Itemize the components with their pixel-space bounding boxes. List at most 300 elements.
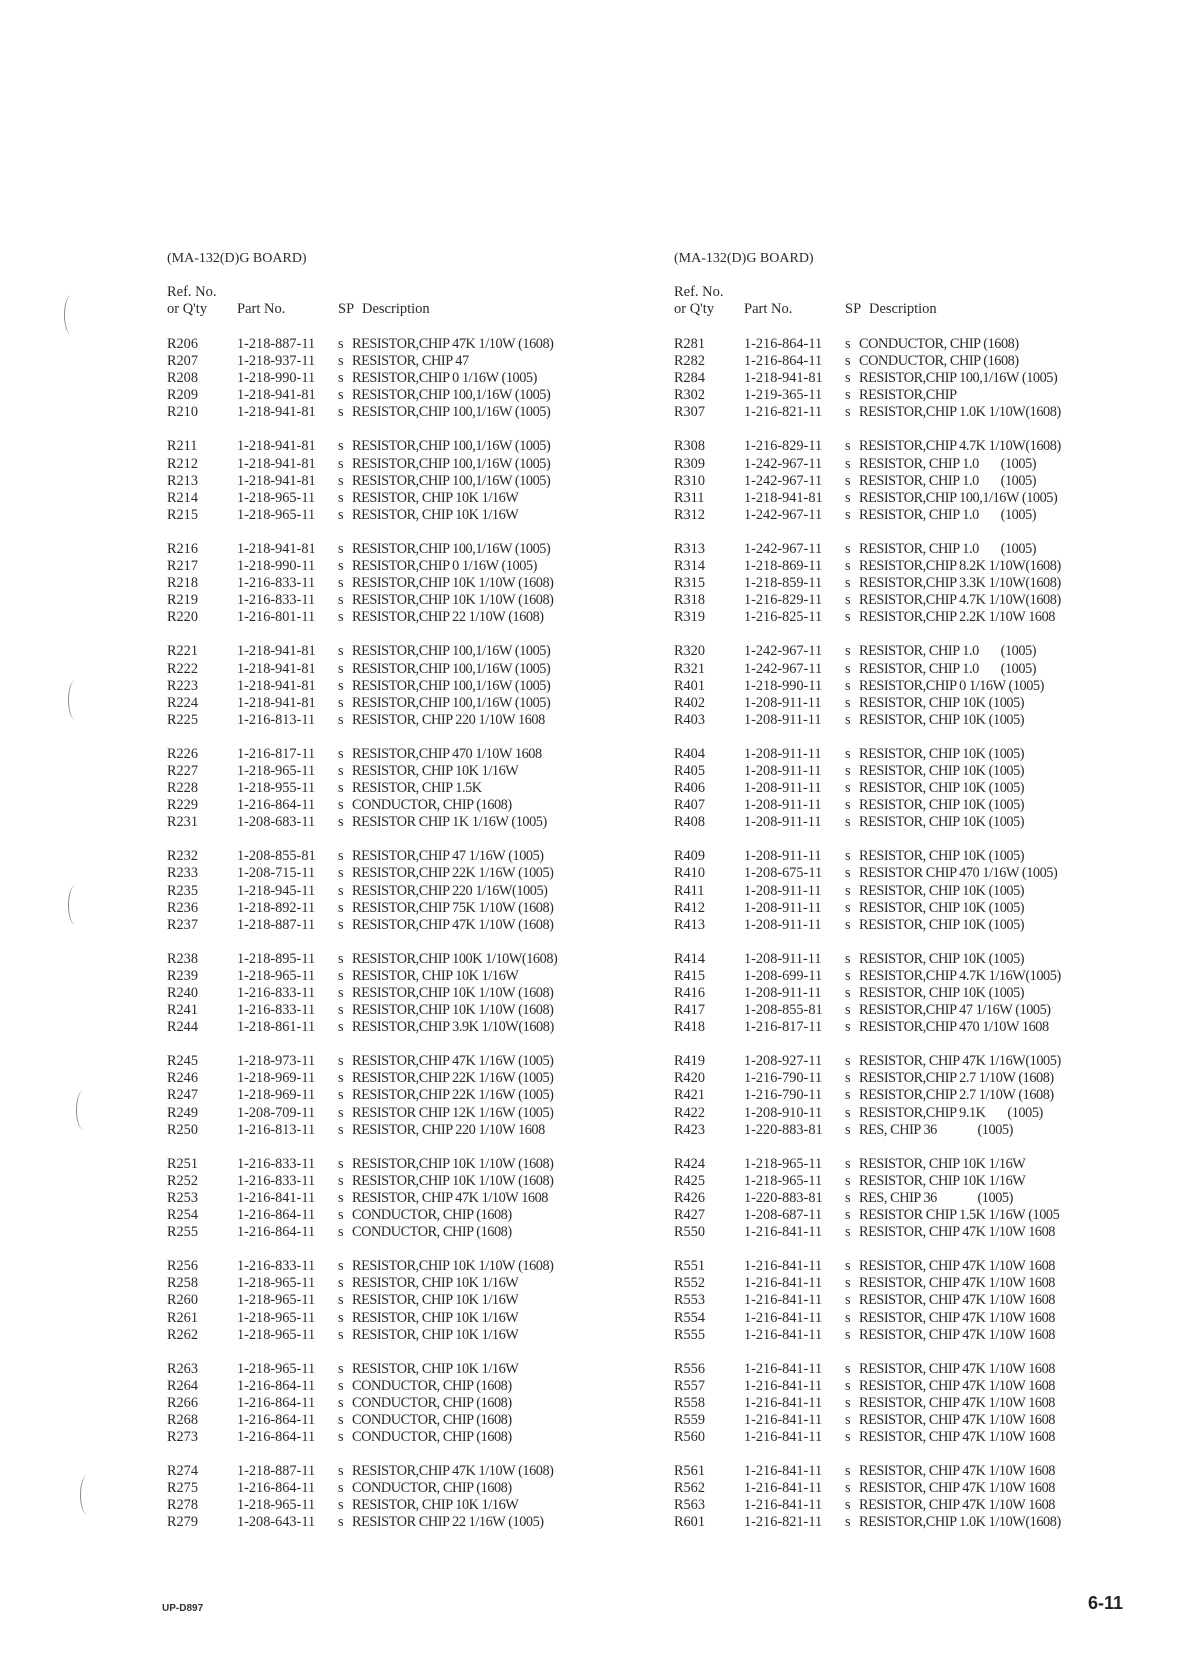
part-number: 1-216-790-11 bbox=[744, 1087, 823, 1104]
sp-code: s bbox=[845, 1480, 851, 1497]
part-row bbox=[167, 1173, 687, 1190]
part-number: 1-218-969-11 bbox=[237, 1070, 316, 1087]
part-description: RESISTOR, CHIP 47K 1/10W 1608 bbox=[352, 1189, 548, 1206]
part-description: RESISTOR CHIP 1.5K 1/16W (1005 bbox=[859, 1207, 1060, 1224]
part-row bbox=[167, 1122, 687, 1139]
sp-code: s bbox=[338, 797, 344, 814]
sp-code: s bbox=[338, 1155, 344, 1172]
ref-number: R418 bbox=[674, 1019, 705, 1036]
part-row bbox=[167, 678, 687, 695]
ref-number: R415 bbox=[674, 967, 705, 984]
sp-code: s bbox=[845, 575, 851, 592]
part-description: RESISTOR,CHIP 47K 1/10W (1608) bbox=[352, 916, 554, 933]
ref-number: R261 bbox=[167, 1309, 198, 1326]
part-row bbox=[674, 1156, 1179, 1173]
part-group bbox=[167, 746, 687, 831]
sp-code: s bbox=[845, 592, 851, 609]
ref-number: R309 bbox=[674, 455, 705, 472]
sp-code: s bbox=[845, 1070, 851, 1087]
part-description: RESISTOR, CHIP 10K 1/16W bbox=[352, 489, 519, 506]
part-description: RESISTOR,CHIP 47K 1/10W (1608) bbox=[352, 336, 554, 352]
part-description: RESISTOR,CHIP 100,1/16W (1005) bbox=[352, 540, 551, 557]
sp-code: s bbox=[845, 711, 851, 728]
part-row bbox=[674, 1292, 1179, 1309]
part-number: 1-218-965-11 bbox=[237, 1326, 316, 1343]
ref-number: R405 bbox=[674, 762, 705, 779]
part-number: 1-218-965-11 bbox=[237, 1497, 316, 1514]
part-row bbox=[674, 763, 1179, 780]
part-description: RESISTOR,CHIP 10K 1/10W (1608) bbox=[352, 575, 554, 592]
ref-number: R423 bbox=[674, 1121, 705, 1138]
sp-header: SP bbox=[845, 301, 862, 317]
ref-number: R282 bbox=[674, 353, 705, 370]
sp-code: s bbox=[338, 1087, 344, 1104]
part-number: 1-216-833-11 bbox=[237, 1172, 316, 1189]
part-number: 1-218-965-11 bbox=[744, 1172, 823, 1189]
sp-code: s bbox=[338, 558, 344, 575]
part-group bbox=[167, 643, 687, 728]
part-description: RESISTOR,CHIP 0 1/16W (1005) bbox=[859, 677, 1044, 694]
ref-number: R227 bbox=[167, 762, 198, 779]
part-description: RESISTOR, CHIP 47K 1/10W 1608 bbox=[859, 1394, 1055, 1411]
part-row bbox=[167, 490, 687, 507]
part-description: RESISTOR,CHIP 47K 1/10W (1608) bbox=[352, 1463, 554, 1480]
part-description: RESISTOR,CHIP 100,1/16W (1005) bbox=[352, 387, 551, 404]
sp-code: s bbox=[845, 762, 851, 779]
part-number: 1-216-864-11 bbox=[744, 353, 823, 370]
sp-code: s bbox=[338, 353, 344, 370]
sp-code: s bbox=[845, 1172, 851, 1189]
sp-code: s bbox=[845, 336, 851, 352]
sp-code: s bbox=[338, 694, 344, 711]
part-row bbox=[674, 695, 1179, 712]
part-description: RES, CHIP 36 (1005) bbox=[859, 1121, 1013, 1138]
sp-code: s bbox=[845, 1514, 851, 1531]
part-description: RESISTOR,CHIP 3.9K 1/10W(1608) bbox=[352, 1019, 554, 1036]
sp-code: s bbox=[338, 1309, 344, 1326]
part-number: 1-208-855-81 bbox=[744, 1002, 823, 1019]
sp-code: s bbox=[338, 1224, 344, 1241]
part-row bbox=[167, 370, 687, 387]
sp-code: s bbox=[845, 1377, 851, 1394]
part-description: RESISTOR,CHIP 10K 1/10W (1608) bbox=[352, 592, 554, 609]
ref-number: R422 bbox=[674, 1104, 705, 1121]
ref-number: R319 bbox=[674, 609, 705, 626]
sp-code: s bbox=[338, 1019, 344, 1036]
part-number: 1-216-813-11 bbox=[237, 1121, 316, 1138]
part-number: 1-216-841-11 bbox=[744, 1429, 823, 1446]
part-description: RESISTOR, CHIP 220 1/10W 1608 bbox=[352, 711, 545, 728]
part-number: 1-216-833-11 bbox=[237, 1258, 316, 1275]
part-row bbox=[167, 1395, 687, 1412]
part-row bbox=[674, 1258, 1179, 1275]
sp-code: s bbox=[845, 438, 851, 455]
sp-code: s bbox=[338, 592, 344, 609]
part-number: 1-218-990-11 bbox=[237, 370, 316, 387]
part-number: 1-218-965-11 bbox=[744, 1155, 823, 1172]
part-description: RESISTOR,CHIP 22K 1/16W (1005) bbox=[352, 1070, 554, 1087]
part-description: RESISTOR, CHIP 10K 1/16W bbox=[352, 967, 519, 984]
ref-number: R601 bbox=[674, 1514, 705, 1531]
part-row bbox=[674, 968, 1179, 985]
part-number: 1-218-887-11 bbox=[237, 1463, 316, 1480]
part-description: RESISTOR, CHIP 47K 1/10W 1608 bbox=[859, 1292, 1055, 1309]
sp-code: s bbox=[845, 489, 851, 506]
sp-code: s bbox=[338, 1207, 344, 1224]
sp-code: s bbox=[845, 1224, 851, 1241]
ref-number: R562 bbox=[674, 1480, 705, 1497]
part-number: 1-208-911-11 bbox=[744, 814, 822, 831]
punch-hole-mark bbox=[68, 885, 83, 925]
part-description: RESISTOR,CHIP 22K 1/16W (1005) bbox=[352, 1087, 554, 1104]
part-row bbox=[674, 797, 1179, 814]
part-number: 1-216-841-11 bbox=[744, 1497, 823, 1514]
part-row bbox=[167, 661, 687, 678]
ref-number: R557 bbox=[674, 1377, 705, 1394]
part-row bbox=[674, 1412, 1179, 1429]
part-row bbox=[674, 1019, 1179, 1036]
part-number: 1-216-841-11 bbox=[744, 1258, 823, 1275]
part-row bbox=[674, 1173, 1179, 1190]
ref-number: R552 bbox=[674, 1275, 705, 1292]
part-description: RESISTOR,CHIP 100,1/16W (1005) bbox=[352, 404, 551, 421]
punch-hole-mark bbox=[80, 1475, 95, 1515]
part-number: 1-208-709-11 bbox=[237, 1104, 316, 1121]
sp-code: s bbox=[338, 899, 344, 916]
part-number: 1-216-829-11 bbox=[744, 592, 823, 609]
part-description: RESISTOR,CHIP 47 1/16W (1005) bbox=[352, 848, 544, 865]
part-row bbox=[674, 1378, 1179, 1395]
sp-code: s bbox=[845, 899, 851, 916]
punch-hole-mark bbox=[76, 1090, 91, 1130]
part-row bbox=[674, 438, 1179, 455]
sp-code: s bbox=[845, 472, 851, 489]
ref-number: R408 bbox=[674, 814, 705, 831]
part-row bbox=[674, 1463, 1179, 1480]
part-row bbox=[674, 661, 1179, 678]
part-group bbox=[674, 848, 1179, 933]
part-description: RESISTOR,CHIP 2.2K 1/10W 1608 bbox=[859, 609, 1055, 626]
part-number: 1-218-941-81 bbox=[744, 489, 823, 506]
part-number: 1-208-911-11 bbox=[744, 848, 822, 865]
board-title: (MA-132(D)G BOARD) bbox=[674, 251, 814, 266]
ref-number: R561 bbox=[674, 1463, 705, 1480]
part-number: 1-216-801-11 bbox=[237, 609, 316, 626]
part-number: 1-216-841-11 bbox=[744, 1480, 823, 1497]
part-number: 1-208-855-81 bbox=[237, 848, 316, 865]
part-row bbox=[674, 609, 1179, 626]
part-row bbox=[167, 746, 687, 763]
ref-number: R264 bbox=[167, 1377, 198, 1394]
ref-number: R220 bbox=[167, 609, 198, 626]
part-row bbox=[674, 490, 1179, 507]
ref-number: R211 bbox=[167, 438, 198, 455]
part-row bbox=[167, 1378, 687, 1395]
part-description: CONDUCTOR, CHIP (1608) bbox=[352, 1394, 512, 1411]
part-description: RESISTOR,CHIP 100,1/16W (1005) bbox=[352, 660, 551, 677]
ref-number: R266 bbox=[167, 1394, 198, 1411]
sp-code: s bbox=[845, 848, 851, 865]
sp-code: s bbox=[338, 1002, 344, 1019]
left-column bbox=[167, 250, 687, 1549]
part-row bbox=[674, 712, 1179, 729]
part-description: RESISTOR, CHIP 47K 1/10W 1608 bbox=[859, 1326, 1055, 1343]
ref-number: R228 bbox=[167, 780, 198, 797]
ref-number: R235 bbox=[167, 882, 198, 899]
sp-code: s bbox=[338, 985, 344, 1001]
part-description: RESISTOR, CHIP 10K 1/16W bbox=[352, 762, 519, 779]
ref-number: R233 bbox=[167, 865, 198, 882]
ref-number: R424 bbox=[674, 1155, 705, 1172]
part-description: RESISTOR, CHIP 1.0 (1005) bbox=[859, 540, 1037, 557]
part-description: RESISTOR, CHIP 10K (1005) bbox=[859, 950, 1025, 967]
ref-number: R214 bbox=[167, 489, 198, 506]
part-number: 1-216-790-11 bbox=[744, 1070, 823, 1087]
part-description: RESISTOR,CHIP 100,1/16W (1005) bbox=[352, 694, 551, 711]
sp-code: s bbox=[338, 1053, 344, 1070]
sp-code: s bbox=[845, 506, 851, 523]
part-description: RESISTOR,CHIP 10K 1/10W (1608) bbox=[352, 1155, 554, 1172]
part-number: 1-216-864-11 bbox=[237, 1429, 316, 1446]
part-header: Part No. bbox=[744, 301, 793, 317]
part-row bbox=[167, 848, 687, 865]
part-group bbox=[674, 643, 1179, 728]
ref-number: R256 bbox=[167, 1258, 198, 1275]
ref-number: R410 bbox=[674, 865, 705, 882]
part-description: RESISTOR, CHIP 10K (1005) bbox=[859, 780, 1025, 797]
part-row bbox=[167, 1087, 687, 1104]
part-row bbox=[167, 456, 687, 473]
part-description: RES, CHIP 36 (1005) bbox=[859, 1189, 1013, 1206]
sp-code: s bbox=[845, 694, 851, 711]
part-description: RESISTOR,CHIP 100,1/16W (1005) bbox=[352, 677, 551, 694]
part-number: 1-218-941-81 bbox=[744, 370, 823, 387]
part-group bbox=[167, 336, 687, 421]
ref-number: R558 bbox=[674, 1394, 705, 1411]
ref-number: R426 bbox=[674, 1189, 705, 1206]
part-number: 1-218-965-11 bbox=[237, 1292, 316, 1309]
part-description: RESISTOR, CHIP 10K (1005) bbox=[859, 882, 1025, 899]
sp-code: s bbox=[338, 506, 344, 523]
ref-number: R412 bbox=[674, 899, 705, 916]
part-number: 1-216-841-11 bbox=[744, 1463, 823, 1480]
ref-number: R555 bbox=[674, 1326, 705, 1343]
part-description: RESISTOR, CHIP 47K 1/10W 1608 bbox=[859, 1224, 1055, 1241]
part-number: 1-218-941-81 bbox=[237, 643, 316, 660]
ref-number: R231 bbox=[167, 814, 198, 831]
part-row bbox=[167, 1327, 687, 1344]
part-row bbox=[167, 1156, 687, 1173]
sp-code: s bbox=[845, 609, 851, 626]
part-number: 1-218-941-81 bbox=[237, 540, 316, 557]
part-number: 1-208-911-11 bbox=[744, 985, 822, 1001]
part-description: RESISTOR,CHIP 100K 1/10W(1608) bbox=[352, 950, 558, 967]
sp-code: s bbox=[338, 1275, 344, 1292]
part-description: RESISTOR, CHIP 10K (1005) bbox=[859, 694, 1025, 711]
part-number: 1-218-887-11 bbox=[237, 336, 316, 352]
ref-number: R310 bbox=[674, 472, 705, 489]
part-group bbox=[167, 541, 687, 626]
part-number: 1-208-911-11 bbox=[744, 711, 822, 728]
part-description: RESISTOR CHIP 12K 1/16W (1005) bbox=[352, 1104, 554, 1121]
ref-number: R221 bbox=[167, 643, 198, 660]
ref-number: R313 bbox=[674, 540, 705, 557]
ref-number: R210 bbox=[167, 404, 198, 421]
sp-code: s bbox=[338, 967, 344, 984]
part-group bbox=[674, 1053, 1179, 1138]
part-number: 1-216-864-11 bbox=[237, 1394, 316, 1411]
ref-number: R307 bbox=[674, 404, 705, 421]
part-group bbox=[674, 951, 1179, 1036]
part-number: 1-208-911-11 bbox=[744, 762, 822, 779]
sp-code: s bbox=[845, 540, 851, 557]
ref-header-line2: or Q'ty bbox=[674, 301, 715, 317]
part-row bbox=[167, 1258, 687, 1275]
part-number: 1-219-365-11 bbox=[744, 387, 823, 404]
part-row bbox=[674, 848, 1179, 865]
sp-code: s bbox=[845, 1121, 851, 1138]
ref-number: R254 bbox=[167, 1207, 198, 1224]
ref-number: R427 bbox=[674, 1207, 705, 1224]
ref-number: R263 bbox=[167, 1360, 198, 1377]
ref-number: R315 bbox=[674, 575, 705, 592]
part-description: RESISTOR, CHIP 10K (1005) bbox=[859, 745, 1025, 762]
part-number: 1-242-967-11 bbox=[744, 660, 823, 677]
part-row bbox=[167, 592, 687, 609]
sp-code: s bbox=[845, 404, 851, 421]
part-row bbox=[167, 1002, 687, 1019]
part-description: RESISTOR,CHIP 47K 1/16W (1005) bbox=[352, 1053, 554, 1070]
part-row bbox=[674, 1497, 1179, 1514]
ref-number: R413 bbox=[674, 916, 705, 933]
part-description: RESISTOR, CHIP 1.0 (1005) bbox=[859, 455, 1037, 472]
part-row bbox=[167, 968, 687, 985]
ref-number: R284 bbox=[674, 370, 705, 387]
part-row bbox=[674, 507, 1179, 524]
part-row bbox=[674, 1070, 1179, 1087]
sp-code: s bbox=[338, 336, 344, 352]
ref-number: R318 bbox=[674, 592, 705, 609]
sp-header: SP bbox=[338, 301, 355, 317]
ref-number: R553 bbox=[674, 1292, 705, 1309]
part-header: Part No. bbox=[237, 301, 286, 317]
sp-code: s bbox=[845, 865, 851, 882]
ref-header-line1: Ref. No. bbox=[167, 284, 217, 300]
part-row bbox=[167, 541, 687, 558]
sp-code: s bbox=[845, 455, 851, 472]
part-number: 1-218-887-11 bbox=[237, 916, 316, 933]
sp-code: s bbox=[338, 1377, 344, 1394]
part-description: CONDUCTOR, CHIP (1608) bbox=[352, 1377, 512, 1394]
part-description: RESISTOR, CHIP 47K 1/16W(1005) bbox=[859, 1053, 1061, 1070]
sp-code: s bbox=[338, 1326, 344, 1343]
sp-code: s bbox=[845, 745, 851, 762]
ref-header-line2: or Q'ty bbox=[167, 301, 208, 317]
part-number: 1-220-883-81 bbox=[744, 1189, 823, 1206]
part-number: 1-218-941-81 bbox=[237, 472, 316, 489]
sp-code: s bbox=[338, 370, 344, 387]
ref-number: R226 bbox=[167, 745, 198, 762]
part-description: RESISTOR,CHIP 100,1/16W (1005) bbox=[859, 370, 1058, 387]
part-row bbox=[167, 507, 687, 524]
ref-number: R278 bbox=[167, 1497, 198, 1514]
part-row bbox=[167, 1275, 687, 1292]
part-description: RESISTOR, CHIP 47K 1/10W 1608 bbox=[859, 1275, 1055, 1292]
sp-code: s bbox=[338, 1429, 344, 1446]
sp-code: s bbox=[845, 558, 851, 575]
ref-number: R409 bbox=[674, 848, 705, 865]
sp-code: s bbox=[338, 387, 344, 404]
sp-code: s bbox=[338, 711, 344, 728]
page-number: 6-11 bbox=[1088, 1593, 1124, 1613]
sp-code: s bbox=[845, 677, 851, 694]
sp-code: s bbox=[338, 609, 344, 626]
part-number: 1-216-841-11 bbox=[744, 1377, 823, 1394]
ref-number: R213 bbox=[167, 472, 198, 489]
part-group bbox=[167, 1361, 687, 1446]
part-row bbox=[167, 1514, 687, 1531]
part-description: RESISTOR,CHIP 100,1/16W (1005) bbox=[352, 455, 551, 472]
part-number: 1-208-911-11 bbox=[744, 780, 822, 797]
part-row bbox=[167, 1497, 687, 1514]
part-description: RESISTOR, CHIP 47K 1/10W 1608 bbox=[859, 1429, 1055, 1446]
column-header bbox=[674, 284, 1179, 318]
part-row bbox=[167, 1412, 687, 1429]
part-number: 1-242-967-11 bbox=[744, 455, 823, 472]
sp-code: s bbox=[845, 916, 851, 933]
part-row bbox=[167, 575, 687, 592]
ref-number: R556 bbox=[674, 1360, 705, 1377]
part-row bbox=[167, 1310, 687, 1327]
part-number: 1-218-965-11 bbox=[237, 1360, 316, 1377]
part-number: 1-208-911-11 bbox=[744, 950, 822, 967]
sp-code: s bbox=[338, 814, 344, 831]
part-number: 1-208-927-11 bbox=[744, 1053, 823, 1070]
part-group bbox=[167, 1053, 687, 1138]
ref-number: R314 bbox=[674, 558, 705, 575]
sp-code: s bbox=[338, 762, 344, 779]
part-row bbox=[167, 985, 687, 1002]
part-row bbox=[167, 814, 687, 831]
sp-code: s bbox=[845, 1411, 851, 1428]
ref-number: R249 bbox=[167, 1104, 198, 1121]
part-number: 1-216-841-11 bbox=[744, 1275, 823, 1292]
part-description: CONDUCTOR, CHIP (1608) bbox=[859, 336, 1019, 352]
part-row bbox=[674, 1310, 1179, 1327]
part-row bbox=[167, 1019, 687, 1036]
part-row bbox=[167, 712, 687, 729]
part-description: CONDUCTOR, CHIP (1608) bbox=[352, 1207, 512, 1224]
ref-number: R246 bbox=[167, 1070, 198, 1087]
sp-code: s bbox=[845, 353, 851, 370]
sp-code: s bbox=[845, 1275, 851, 1292]
part-description: CONDUCTOR, CHIP (1608) bbox=[352, 1429, 512, 1446]
part-row bbox=[167, 438, 687, 455]
ref-number: R302 bbox=[674, 387, 705, 404]
ref-number: R401 bbox=[674, 677, 705, 694]
part-number: 1-208-675-11 bbox=[744, 865, 823, 882]
part-row bbox=[674, 1327, 1179, 1344]
part-row bbox=[167, 643, 687, 660]
part-row bbox=[167, 917, 687, 934]
part-description: RESISTOR, CHIP 47K 1/10W 1608 bbox=[859, 1411, 1055, 1428]
part-number: 1-218-945-11 bbox=[237, 882, 316, 899]
sp-code: s bbox=[845, 643, 851, 660]
part-row bbox=[674, 353, 1179, 370]
part-row bbox=[674, 404, 1179, 421]
part-number: 1-218-941-81 bbox=[237, 438, 316, 455]
part-number: 1-218-973-11 bbox=[237, 1053, 316, 1070]
